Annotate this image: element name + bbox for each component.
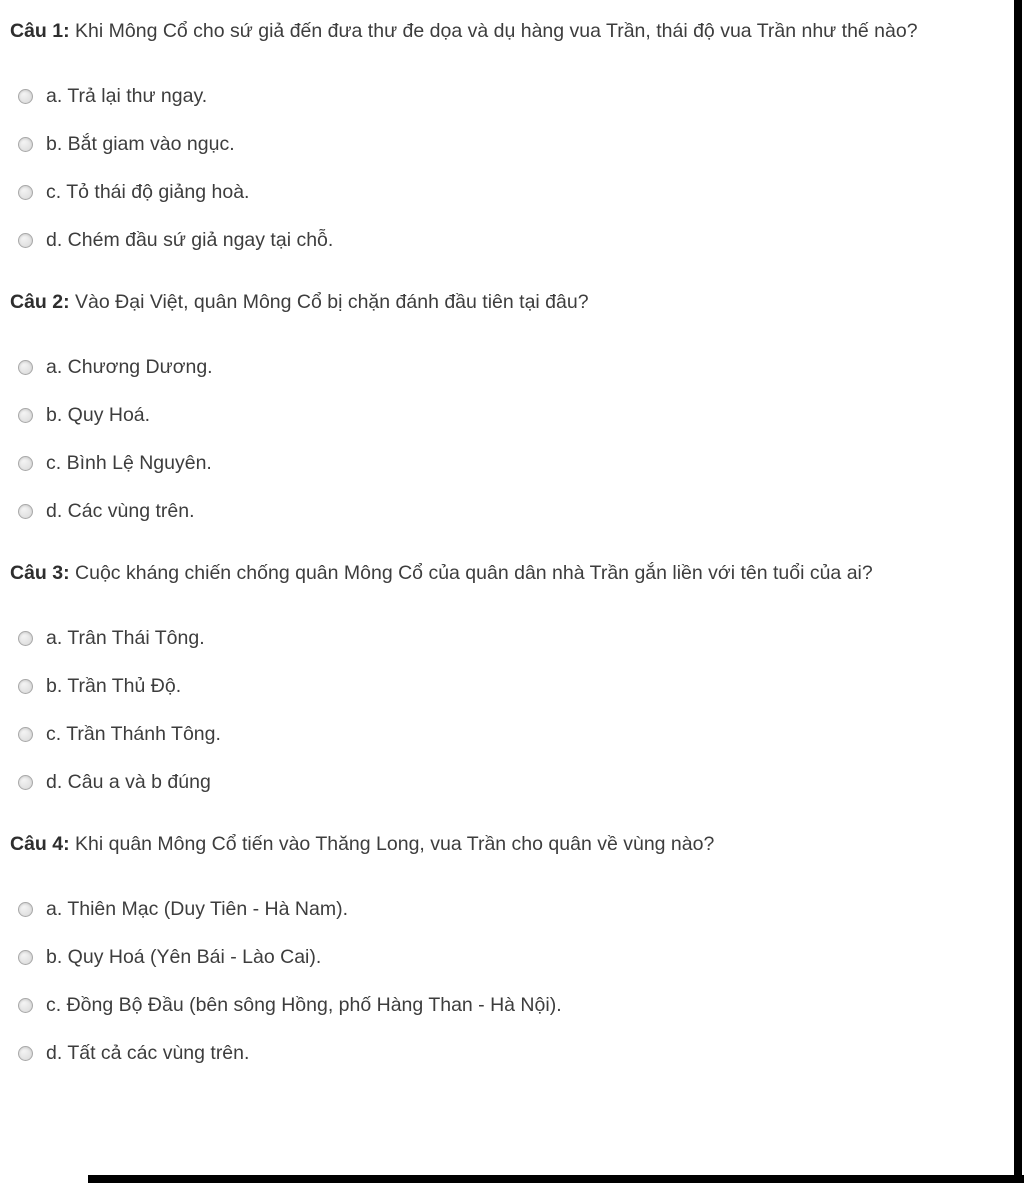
option-label: b. Quy Hoá (Yên Bái - Lào Cai).	[46, 945, 322, 968]
q1-option-a[interactable]	[10, 72, 998, 120]
question-2-title	[10, 264, 998, 322]
question-1	[0, 0, 1024, 264]
option-label: a. Chương Dương.	[46, 355, 213, 378]
question-2	[0, 264, 1024, 535]
option-label: c. Bình Lệ Nguyên.	[46, 451, 212, 474]
question-4-title	[10, 806, 998, 864]
radio-icon[interactable]	[18, 631, 33, 646]
right-edge-bar	[1014, 0, 1022, 1176]
question-1-label: Câu 1:	[10, 20, 70, 42]
question-3-label: Câu 3:	[10, 562, 70, 584]
question-1-options	[10, 72, 998, 264]
option-label: d. Chém đầu sứ giả ngay tại chỗ.	[46, 228, 334, 251]
q1-option-c[interactable]	[10, 168, 998, 216]
option-label: b. Bắt giam vào ngục.	[46, 132, 235, 155]
q4-option-c[interactable]	[10, 981, 998, 1029]
question-3	[0, 535, 1024, 806]
q2-option-b[interactable]	[10, 391, 998, 439]
q4-option-b[interactable]	[10, 933, 998, 981]
radio-icon[interactable]	[18, 456, 33, 471]
question-1-text: Khi Mông Cổ cho sứ giả đến đưa thư đe dọa và dụ hàng vua Trần, thái độ vua Trần như thế nào?	[75, 20, 918, 42]
question-3-title	[10, 535, 998, 593]
radio-icon[interactable]	[18, 408, 33, 423]
radio-icon[interactable]	[18, 902, 33, 917]
question-4	[0, 806, 1024, 1077]
question-2-text: Vào Đại Việt, quân Mông Cổ bị chặn đánh đầu tiên tại đâu?	[75, 291, 589, 313]
radio-icon[interactable]	[18, 1046, 33, 1061]
question-2-options	[10, 343, 998, 535]
option-label: c. Trần Thánh Tông.	[46, 722, 221, 745]
q3-option-b[interactable]	[10, 662, 998, 710]
q4-option-d[interactable]	[10, 1029, 998, 1077]
option-label: a. Thiên Mạc (Duy Tiên - Hà Nam).	[46, 897, 348, 920]
radio-icon[interactable]	[18, 950, 33, 965]
q2-option-a[interactable]	[10, 343, 998, 391]
q1-option-d[interactable]	[10, 216, 998, 264]
option-label: d. Các vùng trên.	[46, 499, 195, 522]
question-3-options	[10, 614, 998, 806]
q4-option-a[interactable]	[10, 885, 998, 933]
radio-icon[interactable]	[18, 679, 33, 694]
question-2-label: Câu 2:	[10, 291, 70, 313]
question-4-options	[10, 885, 998, 1077]
q1-option-b[interactable]	[10, 120, 998, 168]
q2-option-c[interactable]	[10, 439, 998, 487]
radio-icon[interactable]	[18, 185, 33, 200]
option-label: b. Quy Hoá.	[46, 403, 151, 426]
q3-option-d[interactable]	[10, 758, 998, 806]
q3-option-a[interactable]	[10, 614, 998, 662]
option-label: b. Trần Thủ Độ.	[46, 674, 182, 697]
option-label: c. Tỏ thái độ giảng hoà.	[46, 180, 250, 203]
radio-icon[interactable]	[18, 233, 33, 248]
option-label: a. Trả lại thư ngay.	[46, 84, 208, 107]
question-4-label: Câu 4:	[10, 833, 70, 855]
radio-icon[interactable]	[18, 360, 33, 375]
question-3-text: Cuộc kháng chiến chống quân Mông Cổ của quân dân nhà Trần gắn liền với tên tuổi của ai?	[75, 562, 873, 584]
q3-option-c[interactable]	[10, 710, 998, 758]
radio-icon[interactable]	[18, 504, 33, 519]
option-label: d. Câu a và b đúng	[46, 770, 211, 793]
radio-icon[interactable]	[18, 775, 33, 790]
question-1-title	[10, 0, 998, 51]
radio-icon[interactable]	[18, 137, 33, 152]
radio-icon[interactable]	[18, 998, 33, 1013]
radio-icon[interactable]	[18, 727, 33, 742]
option-label: a. Trân Thái Tông.	[46, 626, 205, 649]
option-label: c. Đồng Bộ Đầu (bên sông Hồng, phố Hàng Than - Hà Nội).	[46, 993, 562, 1016]
option-label: d. Tất cả các vùng trên.	[46, 1041, 250, 1064]
q2-option-d[interactable]	[10, 487, 998, 535]
bottom-edge-bar	[88, 1175, 1024, 1183]
question-4-text: Khi quân Mông Cổ tiến vào Thăng Long, vua Trần cho quân về vùng nào?	[75, 833, 715, 855]
radio-icon[interactable]	[18, 89, 33, 104]
